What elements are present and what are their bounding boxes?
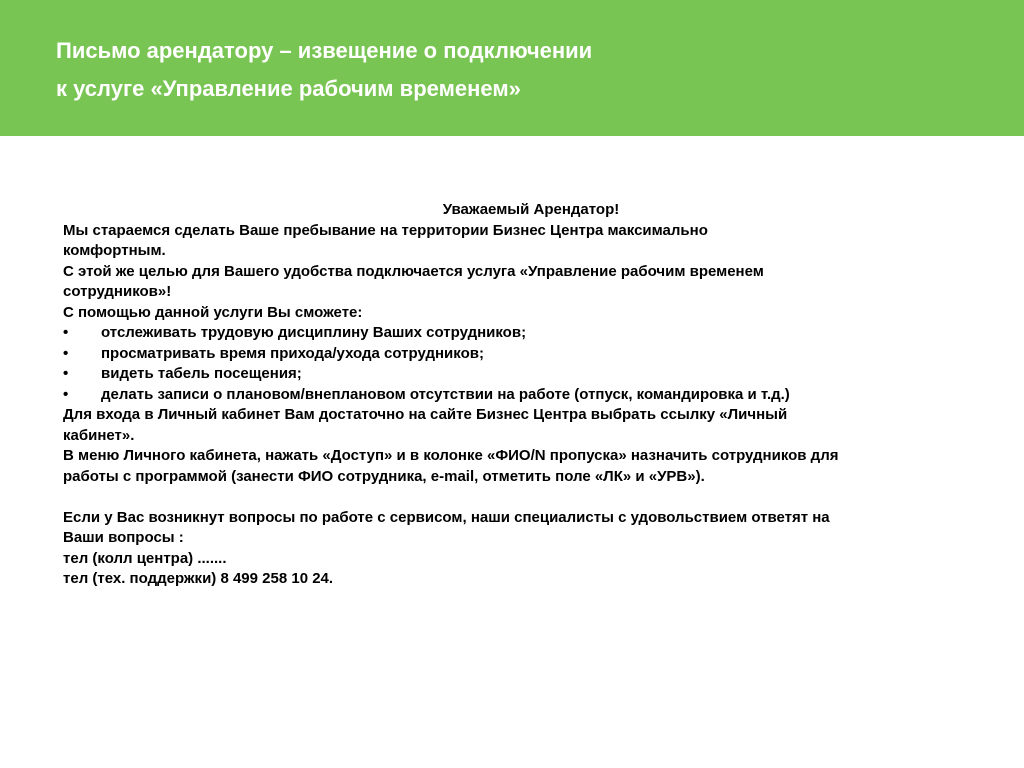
spacer — [63, 487, 963, 508]
header-band — [0, 0, 1024, 136]
bullet-icon: • — [63, 385, 69, 403]
questions-line-1: Если у Вас возникнут вопросы по работе с сервисом, наши специалисты с удовольствием ответят на — [63, 508, 830, 526]
contact-call-center: тел (колл центра) ....... — [63, 549, 227, 567]
login-line-2: кабинет». — [63, 426, 135, 444]
letter-body — [63, 200, 963, 590]
list-item — [63, 344, 963, 365]
title-line-1: Письмо арендатору – извещение о подключении — [56, 38, 593, 63]
title-line-2: к услуге «Управление рабочим временем» — [56, 76, 521, 101]
bullet-icon: • — [63, 344, 69, 362]
list-item-text: делать записи о плановом/внеплановом отсутствии на работе (отпуск, командировка и т.д.) — [101, 385, 790, 403]
bullet-icon: • — [63, 324, 69, 341]
greeting: Уважаемый Арендатор! — [442, 201, 620, 218]
list-item — [63, 385, 963, 406]
list-item — [63, 323, 963, 344]
features-intro: С помощью данной услуги Вы сможете: — [63, 303, 363, 321]
intro-line-1: Мы стараемся сделать Ваше пребывание на территории Бизнес Центра максимально — [63, 221, 708, 239]
intro-line-2: комфортным. — [63, 242, 166, 259]
questions-line-2: Ваши вопросы : — [63, 529, 184, 546]
bullet-icon: • — [63, 365, 69, 382]
login-line-1: Для входа в Личный кабинет Вам достаточно на сайте Бизнес Центра выбрать ссылку «Личный — [63, 406, 788, 423]
list-item-text: видеть табель посещения; — [101, 365, 302, 382]
service-line-2: сотрудников»! — [63, 283, 172, 300]
contact-support: тел (тех. поддержки) 8 499 258 10 24. — [63, 570, 334, 587]
access-line-2: работы с программой (занести ФИО сотрудника, e-mail, отметить поле «ЛК» и «УРВ»). — [63, 467, 705, 485]
list-item-text: просматривать время прихода/ухода сотрудников; — [101, 344, 484, 362]
list-item-text: отслеживать трудовую дисциплину Ваших сотрудников; — [101, 324, 527, 341]
service-line-1: С этой же целью для Вашего удобства подключается услуга «Управление рабочим временем — [63, 262, 764, 280]
access-line-1: В меню Личного кабинета, нажать «Доступ» и в колонке «ФИО/N пропуска» назначить сотрудников для — [63, 447, 839, 464]
list-item — [63, 364, 963, 385]
page-title — [56, 32, 976, 108]
